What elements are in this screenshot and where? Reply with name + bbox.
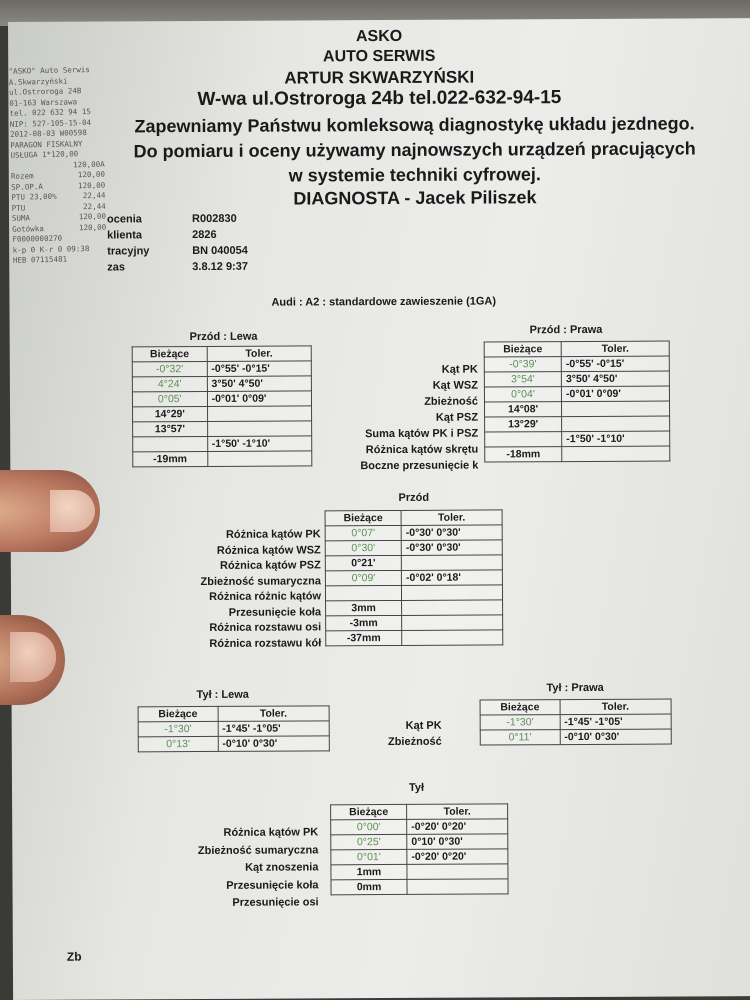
table-row [484,401,669,417]
rear-diff-table [330,803,508,895]
table-row [331,879,508,895]
receipt-text: PARAGON FISKALNY [10,138,83,150]
current-value: -18mm [485,447,562,462]
table-row [132,391,311,407]
meta-value: 2826 [192,228,217,242]
row-label: Zbieżność sumaryczna [197,843,319,857]
tolerance-value: -0°02' 0°18' [401,570,502,586]
table-row [133,436,312,452]
current-value: 4°24' [132,376,207,391]
tolerance-value: -1°50' -1°10' [562,431,670,447]
tolerance-value: -0°20' 0°20' [407,849,508,865]
header-line6: Do pomiaru i oceny używamy najnowszych urządzeń pracujących [133,138,696,162]
tolerance-value [562,401,670,417]
header-line5: Zapewniamy Państwu komleksową diagnostykę układu jezdnego. [134,113,695,137]
tolerance-value: 0°10' 0°30' [407,834,508,850]
table-row [484,386,669,402]
front-left-title: Przód : Lewa [189,330,258,344]
receipt-text: Gotówka [12,223,44,234]
receipt-amount: 22,44 [83,201,106,211]
row-label: Boczne przesunięcie k [360,459,479,473]
current-value: 0°13' [138,736,218,751]
front-left-table [132,345,313,467]
header-diagnost: DIAGNOSTA - Jacek Piliszek [293,187,537,209]
meta-value: BN 040054 [192,244,248,258]
receipt-text: A.Skwarzyński [8,75,68,87]
current-value: 13°57' [133,421,208,436]
row-label: Różnica kątów PSZ [219,559,321,572]
row-label: Różnica kątów skrętu [365,443,479,457]
current-value: 3mm [326,600,402,615]
current-value: 0°01' [331,849,407,864]
current-value: 0°30' [325,540,401,555]
row-label: Różnica kątów WSZ [216,543,321,557]
receipt-text: USŁUGA 1*120,00 [10,149,79,160]
row-label: Przesunięcie koła [226,878,319,892]
table-row [331,864,508,880]
rear-diff-title: Tył [408,781,425,794]
meta-value: 3.8.12 9:37 [192,260,248,274]
col-current-header: Bieżące [331,804,407,819]
table-row [326,600,503,616]
current-value: 0°07' [325,525,401,540]
receipt-amount: 120,00A [73,159,105,169]
table-row [325,570,502,586]
current-value: -3mm [326,615,402,630]
meta-key: ocenia [107,213,142,226]
footer-mark: Zb [66,949,82,964]
rear-right-title: Tył : Prawa [546,681,604,695]
tolerance-value [402,600,503,616]
table-row [485,446,670,462]
header-line7: w systemie techniki cyfrowej. [288,164,541,186]
table-row [325,540,502,556]
receipt-text: F0000000270 [12,233,63,244]
current-value: 14°08' [484,402,561,417]
tolerance-value: 3°50' 4°50' [207,376,311,392]
table-row [480,714,671,730]
header-line2: AUTO SERWIS [322,47,436,66]
current-value: 0°00' [331,819,407,834]
meta-key: klienta [107,229,143,242]
table-row [326,630,503,646]
fiscal-receipt [9,65,108,267]
col-tolerance-header: Toler. [218,706,329,722]
table-row [132,376,311,392]
row-label: Różnica rozstawu kół [209,636,322,650]
tolerance-value [402,630,503,646]
table-row [138,721,329,737]
col-current-header: Bieżące [325,510,401,525]
tolerance-value: -0°30' 0°30' [401,540,502,556]
current-value [133,436,208,451]
tolerance-value: -1°50' -1°10' [207,436,311,452]
rear-right-table [480,699,672,746]
current-value: 0°25' [331,834,407,849]
table-row [133,406,312,422]
row-label: Różnica różnic kątów [209,590,322,603]
row-label: Kąt znoszenia [245,861,319,874]
receipt-text: SUMA [11,213,31,223]
table-row [331,819,508,835]
row-label: Różnica kątów PK [225,528,321,541]
current-value: -0°32' [132,361,207,376]
meta-row [107,244,407,262]
diagnostic-printout [8,18,750,1000]
rear-left-table [138,705,330,752]
current-value [485,432,562,447]
tolerance-value [562,446,670,462]
receipt-text: 01-163 Warszawa [9,96,78,108]
tolerance-value [207,451,311,467]
col-tolerance-header: Toler. [407,804,508,820]
current-value: 0°11' [480,730,560,745]
row-label: Różnica rozstawu osi [209,621,322,634]
table-row [325,525,502,541]
meta-row [107,260,407,278]
current-value: 1mm [331,864,407,879]
col-current-header: Bieżące [484,342,561,357]
receipt-text: k-p 0 K-r 0 09:38 [12,243,90,255]
row-label: Suma kątów PK i PSZ [365,427,479,441]
receipt-text: SP.OP.A [11,181,43,192]
tolerance-value: -0°01' 0°09' [207,391,311,407]
receipt-amount: 120,00 [78,211,107,222]
meta-block [107,212,407,284]
row-label: Kąt PSZ [435,411,479,424]
front-diff-title: Przód [398,491,430,504]
tolerance-value: -0°10' 0°30' [560,729,671,745]
row-label: Różnica kątów PK [223,826,319,839]
receipt-text: PTU 23,00% [11,191,57,202]
tolerance-value: -0°20' 0°20' [407,819,508,835]
receipt-text: 2012-08-03 W00598 [9,128,87,139]
current-value [325,585,401,600]
meta-key: tracyjny [107,245,150,258]
table-row [133,451,312,467]
table-row [132,361,311,377]
tolerance-value: -1°45' -1°05' [560,714,671,730]
table-row [480,729,671,745]
current-value: 0°05' [132,391,207,406]
tolerance-value: 3°50' 4°50' [561,371,669,387]
table-row [484,371,669,387]
col-tolerance-header: Toler. [207,346,311,362]
receipt-text: ul.Ostroroga 24B [8,86,82,97]
vehicle-line: Audi : A2 : standardowe zawieszenie (1GA) [271,295,497,309]
table-row [325,555,502,571]
header-line3: ARTUR SKWARZYŃSKI [284,67,475,88]
meta-row [107,228,407,246]
tolerance-value: -0°55' -0°15' [561,356,669,372]
current-value: -37mm [326,630,402,645]
col-current-header: Bieżące [132,346,207,361]
receipt-text: HEB 07115481 [12,254,68,265]
tolerance-value [407,864,508,880]
tolerance-value: -0°55' -0°15' [207,361,311,377]
front-right-title: Przód : Prawa [529,323,603,337]
col-tolerance-header: Toler. [401,510,502,526]
current-value: -0°39' [484,357,561,372]
header-address: W-wa ul.Ostroroga 24b tel.022-632-94-15 [197,87,562,111]
meta-value: R002830 [192,212,237,226]
current-value: 0°09' [325,570,401,585]
tolerance-value: -0°10' 0°30' [218,736,329,752]
tolerance-value: -0°01' 0°09' [561,386,669,402]
receipt-amount: 120,00 [78,222,107,232]
table-row [331,849,508,865]
table-row [133,421,312,437]
col-tolerance-header: Toler. [561,341,669,357]
table-row [484,356,669,372]
receipt-amount: 120,00 [77,169,106,180]
current-value: -19mm [133,451,208,466]
rear-left-title: Tył : Lewa [196,688,249,702]
row-label: Kąt PK [405,719,442,732]
current-value: 3°54' [484,372,561,387]
receipt-line [13,254,107,267]
table-row [326,615,503,631]
finger-nail [10,632,56,682]
current-value: 0°21' [325,555,401,570]
front-right-table [484,341,671,463]
front-diff-table [325,509,504,646]
tolerance-value [401,555,502,571]
current-value: 13°29' [485,417,562,432]
tolerance-value [207,406,311,422]
row-label: Przesunięcie osi [232,896,319,909]
current-value: 0mm [331,879,407,894]
tolerance-value [562,416,670,432]
row-label: Kąt WSZ [432,379,478,392]
table-row [325,585,502,601]
table-row [331,834,508,850]
receipt-text: PTU [11,202,26,213]
col-tolerance-header: Toler. [560,699,671,715]
tolerance-value [207,421,311,437]
thumbnail-nail [50,490,95,532]
col-current-header: Bieżące [480,700,560,715]
tolerance-value: -0°30' 0°30' [401,525,502,541]
tolerance-value [402,585,503,601]
receipt-text: tel. 022 632 94 15 [9,106,91,118]
current-value: 0°04' [484,387,561,402]
tolerance-value [407,879,508,895]
tolerance-value: -1°45' -1°05' [218,721,329,737]
col-current-header: Bieżące [138,706,218,721]
row-label: Zbieżność sumaryczna [200,574,321,588]
row-label: Kąt PK [441,363,478,376]
meta-key: zas [107,261,126,274]
receipt-text: NIP: 527-105-15-04 [9,117,92,129]
current-value: -1°30' [138,721,218,736]
table-row [138,736,329,752]
table-row [485,416,670,432]
row-label: Zbieżność [424,395,479,408]
meta-row [107,212,407,230]
receipt-amount: 120,00 [78,180,106,190]
current-value: 14°29' [133,406,208,421]
tolerance-value [402,615,503,631]
header-line1: ASKO [355,27,403,46]
table-row [485,431,670,447]
row-label: Przesunięcie koła [228,605,322,619]
receipt-text: "ASKO" Auto Serwis [8,64,90,76]
receipt-text: Rozem [10,171,34,181]
row-label: Zbieżność [387,735,442,749]
current-value: -1°30' [480,715,560,730]
receipt-amount: 22,44 [82,190,106,201]
